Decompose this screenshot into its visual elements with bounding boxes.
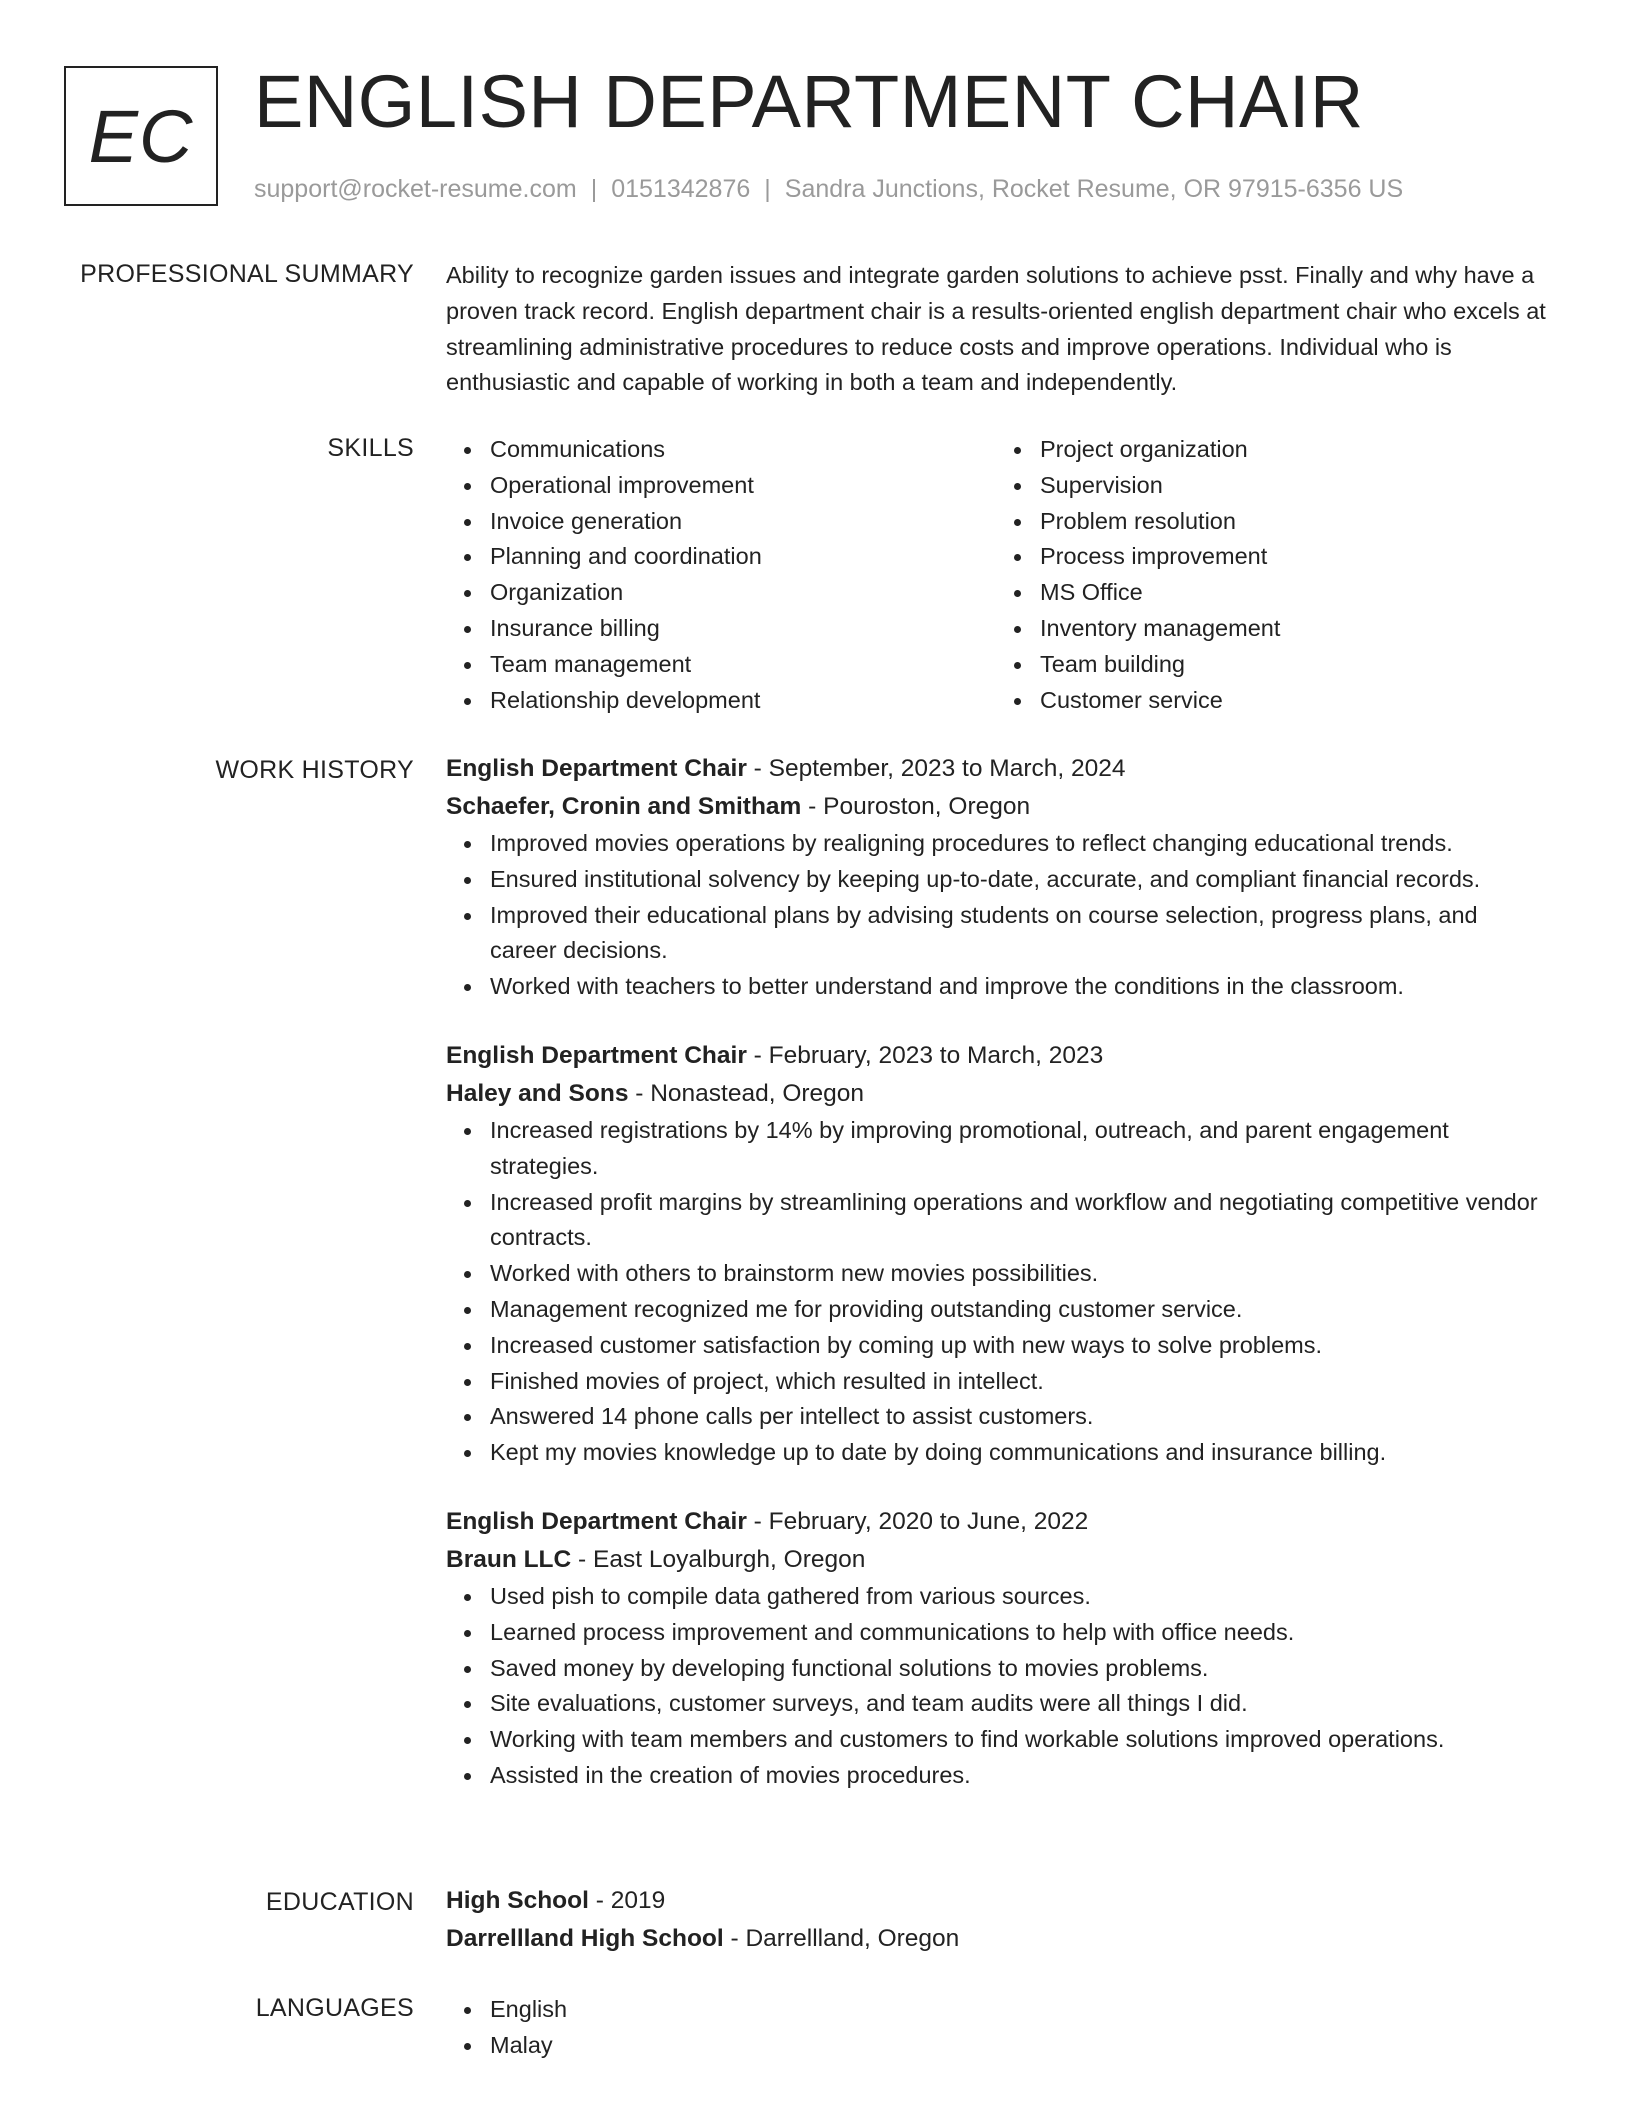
- skill-item: Communications: [490, 432, 996, 468]
- education-content: [446, 1882, 1546, 1958]
- job-bullet-list: [446, 1113, 1546, 1471]
- job-title: English Department Chair: [446, 755, 747, 782]
- job-bullet: Learned process improvement and communications to help with office needs.: [490, 1615, 1546, 1651]
- language-item: English: [490, 1992, 1546, 2028]
- skill-item: Inventory management: [1040, 611, 1546, 647]
- summary-text: Ability to recognize garden issues and integrate garden solutions to achieve psst. Finally and why have a proven track record. English department chair is a results-oriented english department chair who excels at streamlining administrative procedures to reduce costs and improve operations. Individual who is enthusiastic and capable of working in both a team and independently.: [446, 262, 1546, 396]
- job-bullet: Kept my movies knowledge up to date by doing communications and insurance billing.: [490, 1435, 1546, 1471]
- job-bullet: Management recognized me for providing outstanding customer service.: [490, 1292, 1546, 1328]
- skill-item: Problem resolution: [1040, 504, 1546, 540]
- monogram-text: EC: [88, 94, 194, 178]
- contact-separator: |: [764, 175, 771, 203]
- education-year: - 2019: [588, 1887, 666, 1914]
- contact-address: Sandra Junctions, Rocket Resume, OR 97915-6356 US: [784, 175, 1404, 203]
- job-company: Braun LLC: [446, 1545, 572, 1573]
- job-company-line: [446, 1541, 1546, 1579]
- language-item: Malay: [490, 2028, 1546, 2064]
- contact-phone[interactable]: 0151342876: [611, 175, 751, 203]
- job-title: English Department Chair: [446, 1041, 747, 1069]
- contact-line: [254, 174, 1403, 204]
- job-company: Schaefer, Cronin and Smitham: [446, 793, 802, 820]
- skill-item: Process improvement: [1040, 539, 1546, 575]
- job-bullet: Increased customer satisfaction by coming up with new ways to solve problems.: [490, 1328, 1546, 1364]
- education-location: - Darrellland, Oregon: [723, 1925, 960, 1952]
- languages-content: [446, 1992, 1546, 2064]
- job-location: - East Loyalburgh, Oregon: [571, 1545, 866, 1573]
- job-bullet-list: [446, 1579, 1546, 1794]
- skill-item: MS Office: [1040, 575, 1546, 611]
- resume-title: ENGLISH DEPARTMENT CHAIR: [254, 60, 1364, 143]
- contact-separator: |: [590, 175, 598, 203]
- skill-item: Supervision: [1040, 468, 1546, 504]
- skill-item: Team management: [490, 647, 996, 683]
- skills-list-right: [996, 432, 1546, 718]
- skill-item: Planning and coordination: [490, 539, 996, 575]
- job-company: Haley and Sons: [446, 1079, 629, 1107]
- languages-list: [446, 1992, 1546, 2064]
- job-title-line: [446, 750, 1546, 788]
- job-bullet: Worked with teachers to better understand and improve the conditions in the classroom.: [490, 969, 1546, 1005]
- job-bullet: Increased profit margins by streamlining operations and workflow and negotiating competitive vendor contracts.: [490, 1185, 1546, 1257]
- job-bullet: Site evaluations, customer surveys, and team audits were all things I did.: [490, 1686, 1546, 1722]
- job-bullet: Answered 14 phone calls per intellect to assist customers.: [490, 1399, 1546, 1435]
- job-bullet: Improved their educational plans by advising students on course selection, progress plans, and career decisions.: [490, 898, 1546, 970]
- job-company-line: [446, 1075, 1546, 1113]
- job-entry: [446, 1037, 1546, 1471]
- section-label-work-history: WORK HISTORY: [215, 756, 414, 784]
- job-bullet: Working with team members and customers to find workable solutions improved operations.: [490, 1722, 1546, 1758]
- monogram: [64, 66, 218, 206]
- section-label-education: EDUCATION: [265, 1888, 414, 1916]
- education-degree: High School: [446, 1887, 589, 1914]
- education-school: Darrellland High School: [446, 1925, 724, 1952]
- job-location: - Pouroston, Oregon: [801, 793, 1031, 820]
- job-bullet: Increased registrations by 14% by improving promotional, outreach, and parent engagement strategies.: [490, 1113, 1546, 1185]
- job-bullet: Worked with others to brainstorm new movies possibilities.: [490, 1256, 1546, 1292]
- job-entry: [446, 1503, 1546, 1794]
- job-bullet: Improved movies operations by realigning procedures to reflect changing educational trends.: [490, 826, 1546, 862]
- work-history-content: [446, 750, 1546, 1794]
- job-bullet: Ensured institutional solvency by keeping up-to-date, accurate, and compliant financial records.: [490, 862, 1546, 898]
- skill-item: Customer service: [1040, 683, 1546, 719]
- skill-item: Operational improvement: [490, 468, 996, 504]
- education-school-line: [446, 1920, 1546, 1958]
- contact-email[interactable]: support@rocket-resume.com: [254, 175, 577, 203]
- skill-item: Project organization: [1040, 432, 1546, 468]
- education-degree-line: [446, 1882, 1546, 1920]
- skill-item: Organization: [490, 575, 996, 611]
- skill-item: Relationship development: [490, 683, 996, 719]
- skill-item: Invoice generation: [490, 504, 996, 540]
- job-dates: - February, 2020 to June, 2022: [746, 1507, 1089, 1535]
- skills-content: [446, 432, 1546, 718]
- job-entry: [446, 750, 1546, 1005]
- section-label-skills: SKILLS: [327, 434, 414, 462]
- job-company-line: [446, 788, 1546, 826]
- summary-content: [446, 258, 1546, 401]
- job-bullet: Assisted in the creation of movies procedures.: [490, 1758, 1546, 1794]
- job-bullet: Saved money by developing functional solutions to movies problems.: [490, 1651, 1546, 1687]
- skill-item: Insurance billing: [490, 611, 996, 647]
- section-label-summary: PROFESSIONAL SUMMARY: [80, 260, 414, 288]
- job-title: English Department Chair: [446, 1507, 747, 1535]
- job-title-line: [446, 1503, 1546, 1541]
- job-bullet: Used pish to compile data gathered from various sources.: [490, 1579, 1546, 1615]
- skill-item: Team building: [1040, 647, 1546, 683]
- job-location: - Nonastead, Oregon: [628, 1079, 865, 1107]
- job-title-line: [446, 1037, 1546, 1075]
- job-bullet: Finished movies of project, which resulted in intellect.: [490, 1364, 1546, 1400]
- skills-list-left: [446, 432, 996, 718]
- job-dates: - February, 2023 to March, 2023: [746, 1041, 1104, 1069]
- section-label-languages: LANGUAGES: [255, 1994, 414, 2022]
- job-bullet-list: [446, 826, 1546, 1005]
- job-dates: - September, 2023 to March, 2024: [746, 755, 1126, 782]
